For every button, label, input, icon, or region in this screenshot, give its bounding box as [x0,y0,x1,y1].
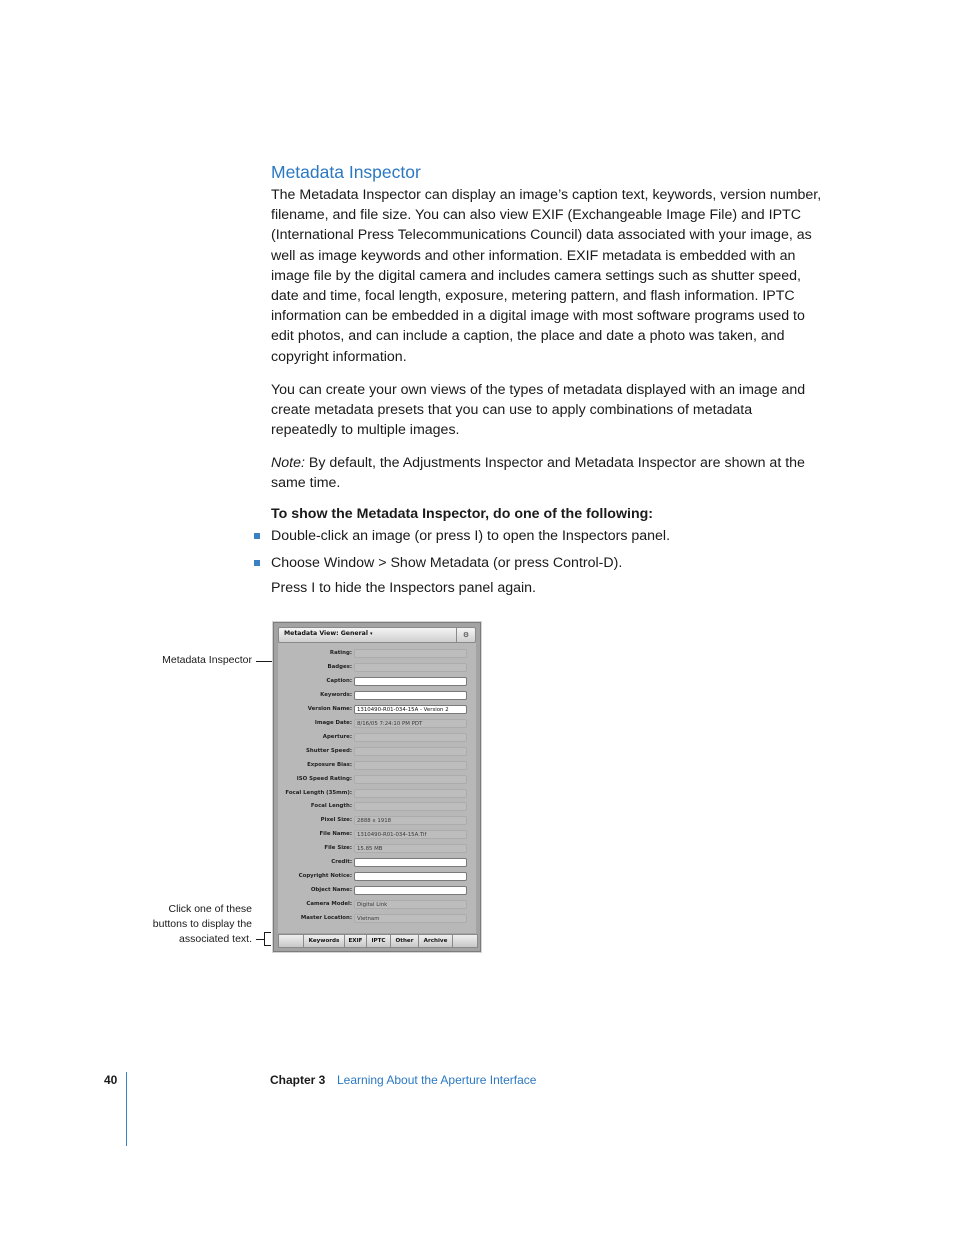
metadata-field-row [278,705,476,716]
metadata-fields [278,643,476,933]
metadata-field-label: Master Location: [300,915,352,922]
intro-line: copyright information. [271,348,407,365]
metadata-field-value[interactable] [354,872,467,881]
callout-buttons [120,902,252,947]
metadata-field-value[interactable] [354,775,467,784]
metadata-field-value[interactable]: 8/16/05 7:24:10 PM PDT [354,719,467,728]
intro-line: filename, and file size. You can also view EXIF (Exchangeable Image File) and IPTC [271,207,801,224]
presets-paragraph [271,380,826,441]
bullet-text: Choose Window > Show Metadata (or press Control-D). [271,555,623,571]
intro-line: well as image keywords and other information. EXIF metadata is embedded with an [271,247,796,264]
intro-line: edit photos, and can include a caption, the place and date a photo was taken, and [271,328,785,345]
metadata-field-label: Credit: [331,859,352,866]
metadata-field-row [278,761,476,772]
page-number: 40 [104,1073,118,1087]
callout-bracket [264,945,271,946]
metadata-field-label: Focal Length: [310,803,352,810]
metadata-field-row [278,789,476,800]
metadata-field-label: Rating: [329,650,352,656]
bullet-square-icon [254,533,260,539]
hide-instruction: Press I to hide the Inspectors panel again. [271,580,536,596]
metadata-field-label: Exposure Bias: [307,761,352,768]
metadata-field-row [278,747,476,758]
metadata-field-value[interactable] [354,789,467,798]
metadata-field-label: Shutter Speed: [306,747,352,754]
metadata-field-label: File Name: [319,831,352,838]
metadata-field-row [278,719,476,730]
metadata-field-row [278,649,476,660]
metadata-field-row [278,677,476,688]
metadata-field-row [278,663,476,674]
metadata-tab-button[interactable]: IPTC [367,935,391,947]
metadata-field-row [278,691,476,702]
chapter-title: Learning About the Aperture Interface [337,1073,537,1087]
metadata-field-row [278,816,476,827]
metadata-tab-button[interactable]: Archive [419,935,453,947]
bullet-item [271,526,670,546]
metadata-button-bar [278,934,478,948]
metadata-field-value[interactable]: Vietnam [354,914,467,923]
metadata-field-value[interactable] [354,886,467,895]
metadata-field-label: Keywords: [320,691,352,698]
metadata-field-label: ISO Speed Rating: [296,775,352,782]
metadata-field-value[interactable] [354,677,467,686]
metadata-tab-button[interactable]: Other [391,935,419,947]
callout-bracket [264,932,265,946]
presets-line: repeatedly to multiple images. [271,422,460,439]
metadata-field-label: Aperture: [322,733,352,740]
metadata-view-title: Metadata View: General ▾ [284,630,373,637]
metadata-field-value[interactable] [354,733,467,742]
metadata-field-row [278,802,476,813]
metadata-field-label: File Size: [324,845,352,852]
bullet-square-icon [254,560,260,566]
metadata-field-value[interactable]: 15.85 MB [354,844,467,853]
metadata-field-value[interactable]: 1310490-R01-034-15A.Tif [354,830,467,839]
metadata-field-label: Camera Model: [306,901,352,908]
metadata-field-value[interactable] [354,691,467,700]
metadata-view-popup[interactable] [278,627,476,643]
metadata-field-row [278,886,476,897]
metadata-field-row [278,733,476,744]
metadata-field-value[interactable]: Digital Link [354,900,467,909]
note-label: Note: [271,455,305,471]
metadata-field-label: Focal Length (35mm): [285,789,352,796]
presets-line: create metadata presets that you can use to apply combinations of metadata [271,402,753,419]
note-paragraph [271,453,826,493]
metadata-tab-button[interactable]: Keywords [303,935,345,947]
callout-metadata-inspector: Metadata Inspector [162,654,252,666]
metadata-field-row [278,830,476,841]
section-heading: Metadata Inspector [271,162,421,182]
metadata-field-label: Badges: [327,663,352,670]
intro-paragraph [271,185,826,367]
callout-line-text: Click one of these [168,903,252,915]
callout-line-text: buttons to display the [152,918,252,930]
task-heading: To show the Metadata Inspector, do one of the following: [271,506,654,522]
gear-icon[interactable]: ⚙ [456,628,475,642]
metadata-field-value[interactable] [354,761,467,770]
note-text-continued: same time. [271,475,341,492]
bullet-text: Double-click an image (or press I) to open the Inspectors panel. [271,528,671,544]
intro-line: date and time, focal length, exposure, metering pattern, and flash information. IPTC [271,288,795,305]
note-text: By default, the Adjustments Inspector and Metadata Inspector are shown at the [304,455,805,471]
chevron-down-icon: ▾ [369,631,373,637]
callout-line-text: associated text. [179,933,252,945]
callout-leader-line [256,939,264,940]
chapter-label: Chapter 3 [270,1073,326,1087]
metadata-tab-button[interactable]: EXIF [345,935,367,947]
metadata-field-value[interactable] [354,663,467,672]
intro-line: (International Press Telecommunications Council) data associated with your image, as [271,227,812,244]
metadata-field-value[interactable] [354,747,467,756]
metadata-field-value[interactable] [354,802,467,811]
metadata-field-label: Version Name: [307,705,352,712]
metadata-field-row [278,872,476,883]
metadata-field-label: Pixel Size: [320,817,352,824]
metadata-field-label: Copyright Notice: [298,873,352,880]
metadata-field-label: Object Name: [310,887,352,894]
metadata-field-label: Caption: [326,677,352,684]
metadata-field-value[interactable]: 2888 x 1918 [354,816,467,825]
intro-line: image file by the digital camera and includes camera settings such as shutter speed, [271,267,801,284]
presets-line: You can create your own views of the types of metadata displayed with an image and [271,382,806,398]
metadata-field-value[interactable]: 1310490-R01-034-15A - Version 2 [354,705,467,714]
intro-line: The Metadata Inspector can display an image’s caption text, keywords, version number, [271,187,822,203]
metadata-inspector-panel [273,622,481,952]
footer-rule [126,1072,127,1146]
callout-bracket [264,932,271,933]
metadata-field-row [278,900,476,911]
bullet-item [271,553,622,573]
metadata-field-row [278,775,476,786]
metadata-field-value[interactable] [354,649,467,658]
metadata-field-value[interactable] [354,858,467,867]
intro-line: information can be embedded in a digital image with most software programs used to [271,308,805,325]
metadata-field-row [278,844,476,855]
metadata-field-row [278,914,476,925]
metadata-field-row [278,858,476,869]
metadata-field-label: Image Date: [314,719,352,726]
